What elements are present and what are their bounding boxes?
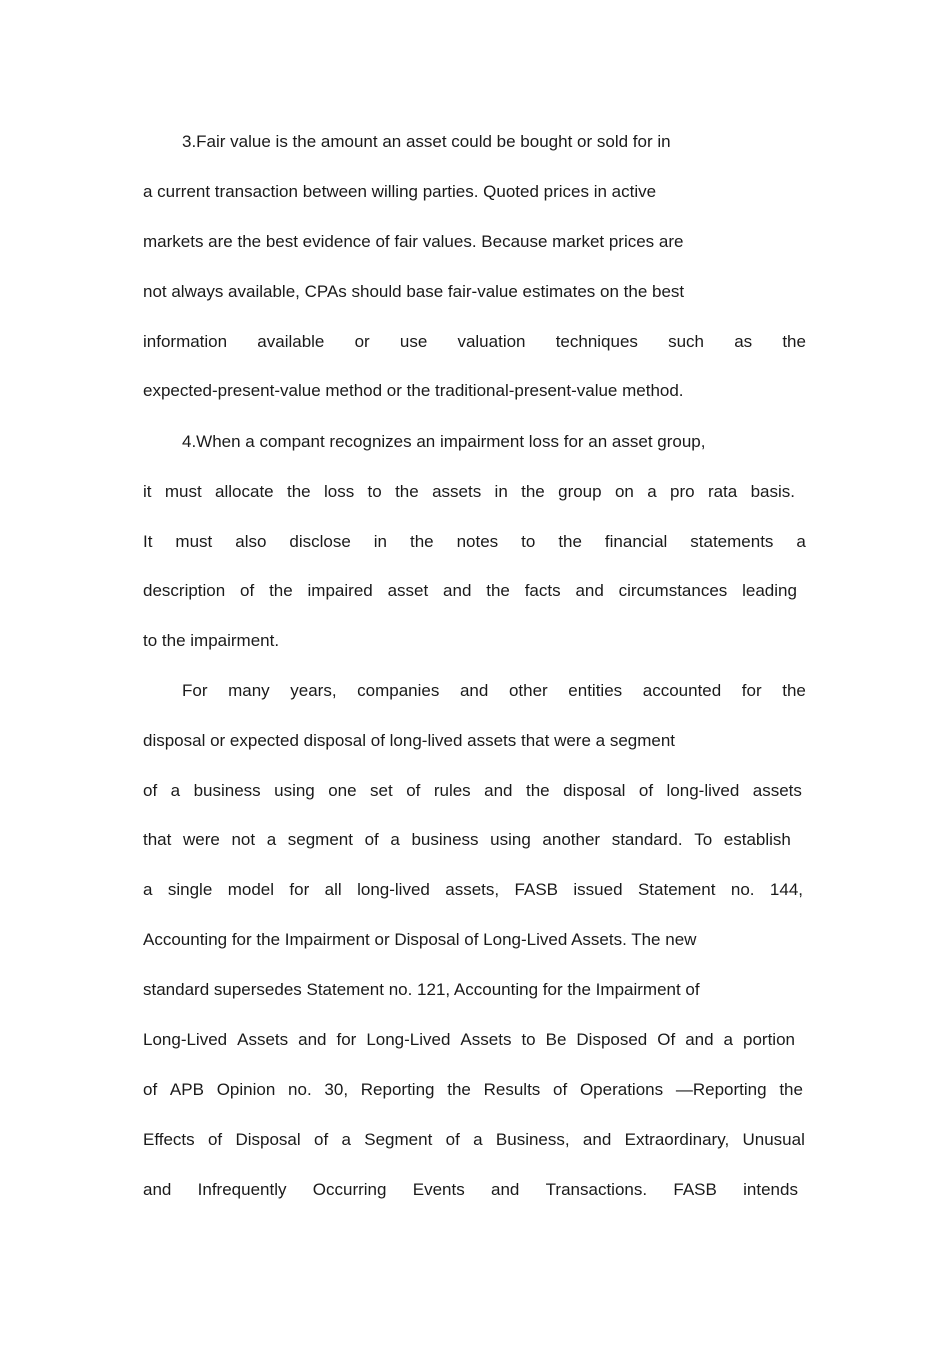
word: no. (288, 1080, 312, 1099)
word: Effects (143, 1130, 195, 1149)
word: a (341, 1130, 351, 1149)
word: a (170, 781, 181, 800)
word: Transactions. (545, 1180, 648, 1199)
word: it (143, 482, 152, 501)
word: business (411, 830, 479, 849)
word: loss (323, 482, 355, 501)
word: of (143, 781, 158, 800)
word: on (614, 482, 634, 501)
text-line (143, 1130, 805, 1150)
word: to (521, 532, 536, 551)
word: and (143, 1180, 172, 1199)
word: years, (290, 681, 337, 700)
text-line (143, 1080, 803, 1100)
word: other (508, 681, 548, 700)
word: in (373, 532, 388, 551)
word: a (266, 830, 277, 849)
word: Operations (579, 1080, 664, 1099)
text-line: not always available, CPAs should base fair-value estimates on the best (143, 282, 685, 301)
word: asset (387, 581, 429, 600)
word: and (459, 681, 489, 700)
text-line (143, 880, 803, 900)
word: model (227, 880, 275, 899)
word: for (741, 681, 762, 700)
word: using (490, 830, 531, 849)
word: Extraordinary, (624, 1130, 730, 1149)
word: notes (456, 532, 499, 551)
word: disclose (289, 532, 351, 551)
word: the (409, 532, 434, 551)
word: Opinion (216, 1080, 276, 1099)
word: standard. (611, 830, 683, 849)
word: Events (412, 1180, 465, 1199)
word: Be (545, 1030, 567, 1049)
word: for (289, 880, 310, 899)
text-line: 4.When a compant recognizes an impairment loss for an asset group, (182, 432, 706, 451)
word: Of (657, 1030, 676, 1049)
text-line (143, 482, 795, 502)
word: a (143, 880, 153, 899)
word: issued (573, 880, 623, 899)
word: to (367, 482, 382, 501)
word: of (207, 1130, 223, 1149)
word: using (274, 781, 315, 800)
word: FASB (673, 1180, 717, 1199)
word: of (364, 830, 379, 849)
word: and (491, 1180, 520, 1199)
word: Assets (460, 1030, 512, 1049)
word: long-lived (357, 880, 430, 899)
word: one (328, 781, 357, 800)
word: financial (604, 532, 668, 551)
word: entities (568, 681, 623, 700)
word: the (779, 1080, 803, 1099)
word: the (558, 532, 582, 551)
word: techniques (555, 332, 638, 351)
word: in (494, 482, 508, 501)
word: the (782, 681, 806, 700)
word: must (175, 532, 213, 551)
text-line: markets are the best evidence of fair values. Because market prices are (143, 232, 684, 251)
text-line: standard supersedes Statement no. 121, Accounting for the Impairment of (143, 980, 700, 999)
word: and (443, 581, 472, 600)
word: assets, (445, 880, 500, 899)
text-line: to the impairment. (143, 631, 280, 650)
word: group (558, 482, 602, 501)
word: circumstances (618, 581, 728, 600)
word: —Reporting (675, 1080, 767, 1099)
word: to (521, 1030, 536, 1049)
word: not (231, 830, 256, 849)
word: segment (287, 830, 353, 849)
word: To (694, 830, 713, 849)
word: the (486, 581, 510, 600)
word: the (395, 482, 419, 501)
word: for (336, 1030, 357, 1049)
text-line: Accounting for the Impairment or Disposal of Long-Lived Assets. The new (143, 930, 697, 949)
text-line (143, 532, 806, 552)
word: APB (169, 1080, 204, 1099)
word: of (240, 581, 255, 600)
word: of (553, 1080, 568, 1099)
text-line (182, 681, 806, 701)
word: a (796, 532, 806, 551)
word: a (390, 830, 400, 849)
word: of (313, 1130, 329, 1149)
word: and (575, 581, 604, 600)
word: and (298, 1030, 327, 1049)
word: and (582, 1130, 612, 1149)
word: a (473, 1130, 483, 1149)
word: set (370, 781, 393, 800)
word: Disposal (235, 1130, 301, 1149)
word: It (143, 532, 153, 551)
word: a (647, 482, 657, 501)
word: FASB (514, 880, 558, 899)
text-line: a current transaction between willing parties. Quoted prices in active (143, 182, 657, 201)
text-line: 3.Fair value is the amount an asset could be bought or sold for in (182, 132, 671, 151)
word: long-lived (666, 781, 740, 800)
word: and (484, 781, 513, 800)
text-line: disposal or expected disposal of long-lived assets that were a segment (143, 731, 676, 750)
word: business (193, 781, 261, 800)
word: Assets (237, 1030, 289, 1049)
word: Disposed (576, 1030, 648, 1049)
word: companies (357, 681, 440, 700)
word: Occurring (312, 1180, 387, 1199)
word: Statement (637, 880, 716, 899)
word: Long-Lived (366, 1030, 451, 1049)
word: pro (670, 482, 695, 501)
word: disposal (563, 781, 626, 800)
word: the (521, 482, 545, 501)
word: were (182, 830, 220, 849)
word: Reporting (360, 1080, 435, 1099)
word: assets (432, 482, 482, 501)
text-line (143, 1030, 795, 1050)
word: impaired (307, 581, 373, 600)
text-line (143, 1180, 798, 1200)
word: single (167, 880, 213, 899)
word: another (542, 830, 601, 849)
word: information (143, 332, 228, 351)
word: statements (690, 532, 774, 551)
word: valuation (457, 332, 526, 351)
word: Results (483, 1080, 541, 1099)
word: assets (752, 781, 802, 800)
word: that (143, 830, 172, 849)
word: the (286, 482, 311, 501)
word: available (257, 332, 325, 351)
word: many (228, 681, 270, 700)
word: description (143, 581, 226, 600)
word: rules (433, 781, 471, 800)
word: intends (743, 1180, 798, 1199)
word: 144, (769, 880, 803, 899)
word: all (324, 880, 342, 899)
word: establish (723, 830, 791, 849)
word: of (445, 1130, 460, 1149)
word: accounted (642, 681, 722, 700)
word: facts (524, 581, 561, 600)
word: also (235, 532, 267, 551)
word: a (723, 1030, 734, 1049)
word: must (164, 482, 202, 501)
word: or (354, 332, 370, 351)
word: Unusual (742, 1130, 805, 1149)
word: leading (742, 581, 797, 600)
text-line (143, 332, 806, 352)
word: the (447, 1080, 471, 1099)
word: of (143, 1080, 158, 1099)
word: Long-Lived (143, 1030, 228, 1049)
word: use (399, 332, 428, 351)
word: and (685, 1030, 714, 1049)
text-line (143, 830, 791, 850)
word: 30, (324, 1080, 349, 1099)
text-line (143, 781, 802, 801)
word: portion (743, 1030, 795, 1049)
word: no. (730, 880, 755, 899)
text-line: expected-present-value method or the traditional-present-value method. (143, 381, 684, 400)
word: basis. (750, 482, 795, 501)
word: allocate (215, 482, 274, 501)
word: the (782, 332, 806, 351)
word: of (406, 781, 421, 800)
word: of (638, 781, 654, 800)
word: Business, (495, 1130, 570, 1149)
word: Infrequently (197, 1180, 287, 1199)
word: For (182, 681, 208, 700)
word: Segment (364, 1130, 433, 1149)
word: as (734, 332, 753, 351)
word: such (668, 332, 705, 351)
word: the (525, 781, 550, 800)
word: the (269, 581, 293, 600)
word: rata (707, 482, 738, 501)
text-line (143, 581, 797, 601)
